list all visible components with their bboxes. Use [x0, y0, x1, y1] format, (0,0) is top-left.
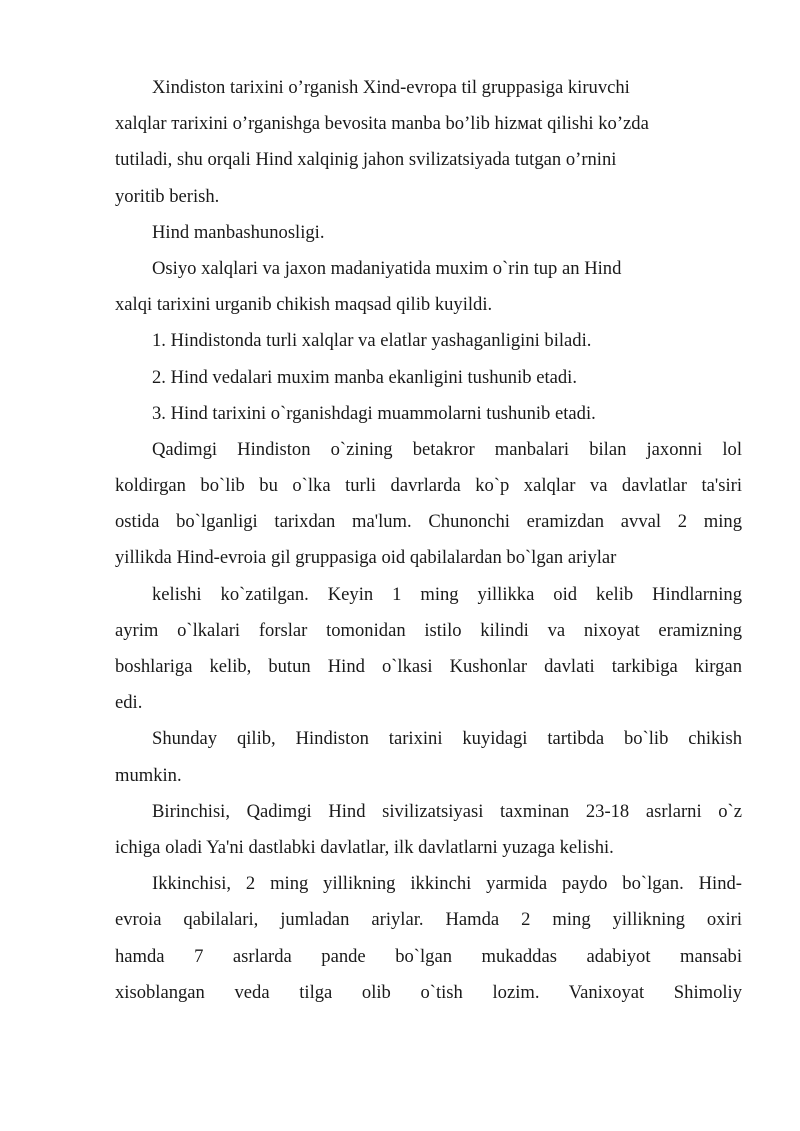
- text-line: ayrim o`lkalari forslar tomonidan istilo kilindi va nixoyat eramizning: [115, 619, 742, 641]
- text-line: koldirgan bo`lib bu o`lka turli davrlarda ko`p xalqlar va davlatlar ta'siri: [115, 475, 742, 497]
- text-line: hamda 7 asrlarda pande bo`lgan mukaddas adabiyot mansabi: [115, 945, 742, 967]
- document-page: [115, 70, 742, 1011]
- text-line: yillikda Hind-evroia gil gruppasiga oid qabilalardan bo`lgan ariylar: [115, 547, 617, 569]
- text-line: Shunday qilib, Hindiston tarixini kuyidagi tartibda bo`lib chikish: [152, 728, 742, 750]
- text-line: mumkin.: [115, 764, 182, 786]
- text-line: Qadimgi Hindiston o`zining betakror manbalari bilan jaxonni lol: [152, 438, 742, 460]
- text-line: yoritib berish.: [115, 185, 220, 207]
- list-item: 3. Hind tarixini o`rganishdagi muammolarni tushunib etadi.: [152, 402, 596, 424]
- text-line: Osiyo xalqlari va jaxon madaniyatida muxim o`rin tup an Hind: [152, 257, 622, 279]
- text-line: ichiga oladi Ya'ni dastlabki davlatlar, ilk davlatlarni yuzaga kelishi.: [115, 836, 614, 858]
- list-item: 2. Hind vedalari muxim manba ekanligini tushunib etadi.: [152, 366, 577, 388]
- text-line: Xindiston tarixini o’rganish Xind-evropa til gruppasiga kiruvchi: [152, 77, 630, 98]
- text-line: xisoblangan veda tilga olib o`tish lozim. Vanixoyat Shimoliy: [115, 981, 742, 1003]
- text-line: xalqi tarixini urganib chikish maqsad qilib kuyildi.: [115, 294, 493, 316]
- text-line: xalqlar тarixini o’rganishga bevosita manba bo’lib hizмat qilishi ko’zda: [115, 113, 649, 135]
- list-item: 1. Hindistonda turli xalqlar va elatlar yashaganligini biladi.: [152, 330, 592, 352]
- text-line: kelishi ko`zatilgan. Keyin 1 ming yillikka oid kelib Hindlarning: [152, 583, 742, 605]
- text-line: boshlariga kelib, butun Hind o`lkasi Kushonlar davlati tarkibiga kirgan: [115, 656, 742, 677]
- text-line: tutiladi, shu orqali Hind xalqinig jahon svilizatsiyada tutgan o’rnini: [115, 149, 617, 171]
- text-line: ostida bo`lganligi tarixdan ma'lum. Chunonchi eramizdan avval 2 ming: [115, 511, 742, 533]
- text-line: evroia qabilalari, jumladan ariylar. Hamda 2 ming yillikning oxiri: [115, 909, 742, 931]
- text-line: edi.: [115, 692, 143, 714]
- text-line: Birinchisi, Qadimgi Hind sivilizatsiyasi taxminan 23-18 asrlarni o`z: [152, 800, 742, 822]
- section-heading: Hind manbashunosligi.: [152, 221, 325, 243]
- text-line: Ikkinchisi, 2 ming yillikning ikkinchi yarmida paydo bo`lgan. Hind-: [152, 873, 742, 895]
